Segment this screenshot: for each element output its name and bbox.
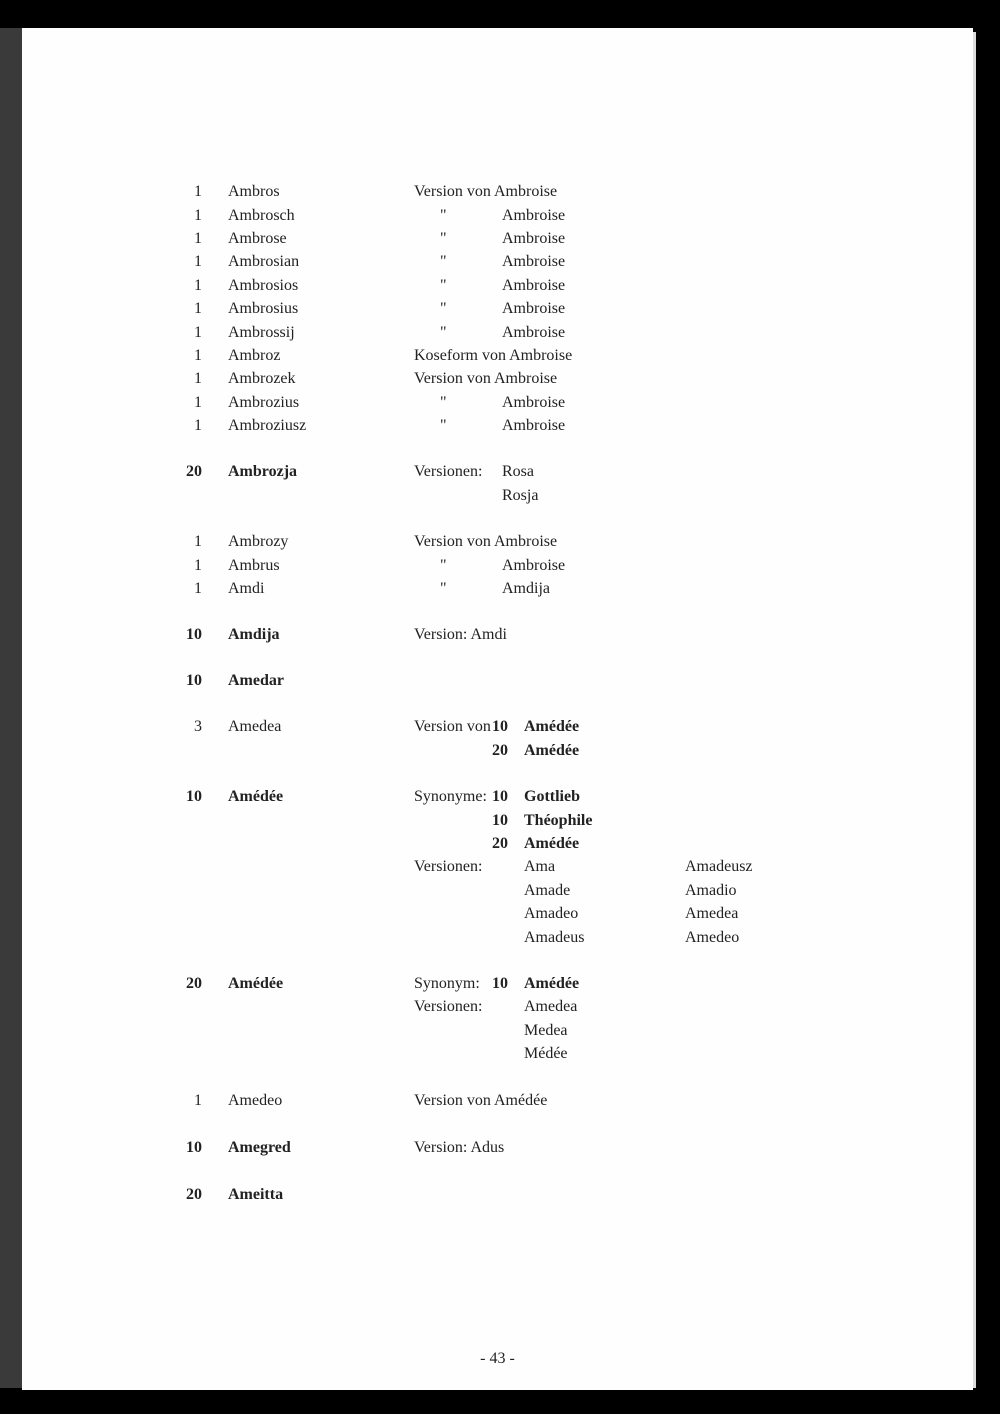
list-item	[22, 879, 973, 903]
reference-name: Medea	[524, 1022, 568, 1039]
list-item	[22, 832, 973, 856]
reference-name: Amdija	[502, 580, 550, 597]
reference-name: Amedea	[524, 998, 578, 1015]
list-item	[22, 902, 973, 926]
reference-name: Théophile	[524, 812, 593, 829]
list-item	[22, 530, 973, 554]
entry-score: 20	[186, 1186, 202, 1203]
entry-score: 1	[194, 417, 202, 434]
entry-label: Synonyme:	[414, 788, 487, 805]
list-item	[22, 321, 973, 345]
entry-info: Version: Amdi	[414, 626, 507, 643]
entry-name: Ambroziusz	[228, 417, 307, 434]
entry-info: Version: Adus	[414, 1139, 505, 1156]
entry-score: 1	[194, 277, 202, 294]
reference-name: Rosja	[502, 487, 539, 504]
reference-name: Ambroise	[502, 300, 566, 317]
entry-info: Version von Ambroise	[414, 370, 558, 387]
entry-name: Ambrose	[228, 230, 287, 247]
entry-name: Ambrozja	[228, 463, 298, 480]
entry-name: Ambroz	[228, 347, 281, 364]
reference-name: Amadeus	[524, 929, 585, 946]
extra-version: Amadio	[685, 882, 737, 899]
entry-name: Amedeo	[228, 1092, 283, 1109]
entry-name: Amedea	[228, 718, 282, 735]
entry-score: 3	[194, 718, 202, 735]
ditto-mark: "	[440, 300, 447, 317]
entry-score: 1	[194, 230, 202, 247]
entry-label: Version von	[414, 718, 491, 735]
list-item	[22, 926, 973, 950]
entry-score: 20	[186, 975, 202, 992]
entry-name: Ambrosios	[228, 277, 299, 294]
entry-name: Ambrosch	[228, 207, 295, 224]
entry-info: Version von Ambroise	[414, 533, 558, 550]
entry-label: Versionen:	[414, 858, 483, 875]
list-item	[22, 1136, 973, 1160]
entry-score: 10	[186, 788, 202, 805]
ditto-mark: "	[440, 207, 447, 224]
list-item	[22, 297, 973, 321]
list-item	[22, 414, 973, 438]
entry-name: Amdi	[228, 580, 265, 597]
entry-info: Version von Ambroise	[414, 183, 558, 200]
reference-score: 10	[492, 788, 508, 805]
ditto-mark: "	[440, 253, 447, 270]
entry-score: 1	[194, 207, 202, 224]
reference-name: Ambroise	[502, 417, 566, 434]
reference-name: Ambroise	[502, 557, 566, 574]
entry-score: 1	[194, 370, 202, 387]
reference-name: Ambroise	[502, 324, 566, 341]
extra-version: Amadeusz	[685, 858, 753, 875]
ditto-mark: "	[440, 230, 447, 247]
entry-score: 1	[194, 557, 202, 574]
reference-name: Amédée	[524, 835, 580, 852]
entry-label: Versionen:	[414, 998, 483, 1015]
ditto-mark: "	[440, 417, 447, 434]
reference-name: Amadeo	[524, 905, 579, 922]
list-item	[22, 484, 973, 508]
list-item	[22, 995, 973, 1019]
reference-score: 20	[492, 835, 508, 852]
reference-name: Rosa	[502, 463, 534, 480]
list-item	[22, 855, 973, 879]
list-item	[22, 391, 973, 415]
list-item	[22, 1042, 973, 1066]
entry-name: Amedar	[228, 672, 284, 689]
entry-score: 1	[194, 300, 202, 317]
extra-version: Amedeo	[685, 929, 740, 946]
entry-name: Ambros	[228, 183, 280, 200]
list-item	[22, 1089, 973, 1113]
ditto-mark: "	[440, 324, 447, 341]
reference-score: 10	[492, 812, 508, 829]
list-item	[22, 715, 973, 739]
list-item	[22, 204, 973, 228]
list-item	[22, 180, 973, 204]
reference-name: Amédée	[524, 742, 580, 759]
entry-name: Ambrozek	[228, 370, 296, 387]
reference-name: Ambroise	[502, 230, 566, 247]
list-item	[22, 554, 973, 578]
entry-score: 10	[186, 1139, 202, 1156]
list-item	[22, 274, 973, 298]
entry-score: 1	[194, 183, 202, 200]
reference-score: 10	[492, 718, 508, 735]
entry-info: Version von Amédée	[414, 1092, 548, 1109]
list-item	[22, 250, 973, 274]
list-item	[22, 623, 973, 647]
list-item	[22, 344, 973, 368]
list-item	[22, 460, 973, 484]
reference-name: Amédée	[524, 975, 580, 992]
book-spine	[0, 28, 22, 1388]
ditto-mark: "	[440, 557, 447, 574]
list-item	[22, 669, 973, 693]
entry-score: 1	[194, 533, 202, 550]
ditto-mark: "	[440, 580, 447, 597]
reference-name: Amade	[524, 882, 571, 899]
list-item	[22, 785, 973, 809]
entry-name: Ambrozy	[228, 533, 289, 550]
list-item	[22, 1019, 973, 1043]
entry-score: 10	[186, 626, 202, 643]
entry-score: 1	[194, 253, 202, 270]
reference-name: Ama	[524, 858, 556, 875]
list-item	[22, 227, 973, 251]
reference-score: 10	[492, 975, 508, 992]
list-item	[22, 809, 973, 833]
list-item	[22, 577, 973, 601]
reference-name: Gottlieb	[524, 788, 580, 805]
entry-name: Ambrosius	[228, 300, 299, 317]
list-item	[22, 367, 973, 391]
reference-name: Amédée	[524, 718, 580, 735]
entry-score: 1	[194, 324, 202, 341]
entry-name: Amédée	[228, 975, 284, 992]
ditto-mark: "	[440, 394, 447, 411]
entry-score: 1	[194, 1092, 202, 1109]
reference-name: Ambroise	[502, 207, 566, 224]
document-page	[22, 28, 973, 1390]
entry-name: Ambrossij	[228, 324, 295, 341]
entry-score: 1	[194, 347, 202, 364]
entry-score: 1	[194, 394, 202, 411]
page-number: - 43 -	[480, 1350, 515, 1367]
entry-score: 10	[186, 672, 202, 689]
reference-name: Ambroise	[502, 394, 566, 411]
reference-name: Médée	[524, 1045, 568, 1062]
reference-score: 20	[492, 742, 508, 759]
entry-score: 1	[194, 580, 202, 597]
list-item	[22, 972, 973, 996]
reference-name: Ambroise	[502, 253, 566, 270]
ditto-mark: "	[440, 277, 447, 294]
reference-name: Ambroise	[502, 277, 566, 294]
entry-name: Amegred	[228, 1139, 291, 1156]
entry-name: Ambrus	[228, 557, 280, 574]
entry-name: Ambrosian	[228, 253, 300, 270]
entry-name: Amdija	[228, 626, 280, 643]
entry-name: Ambrozius	[228, 394, 300, 411]
entry-label: Synonym:	[414, 975, 480, 992]
entry-label: Versionen:	[414, 463, 483, 480]
entry-name: Ameitta	[228, 1186, 284, 1203]
entry-info: Koseform von Ambroise	[414, 347, 573, 364]
entry-name: Amédée	[228, 788, 284, 805]
extra-version: Amedea	[685, 905, 739, 922]
entry-score: 20	[186, 463, 202, 480]
list-item	[22, 739, 973, 763]
list-item	[22, 1183, 973, 1207]
